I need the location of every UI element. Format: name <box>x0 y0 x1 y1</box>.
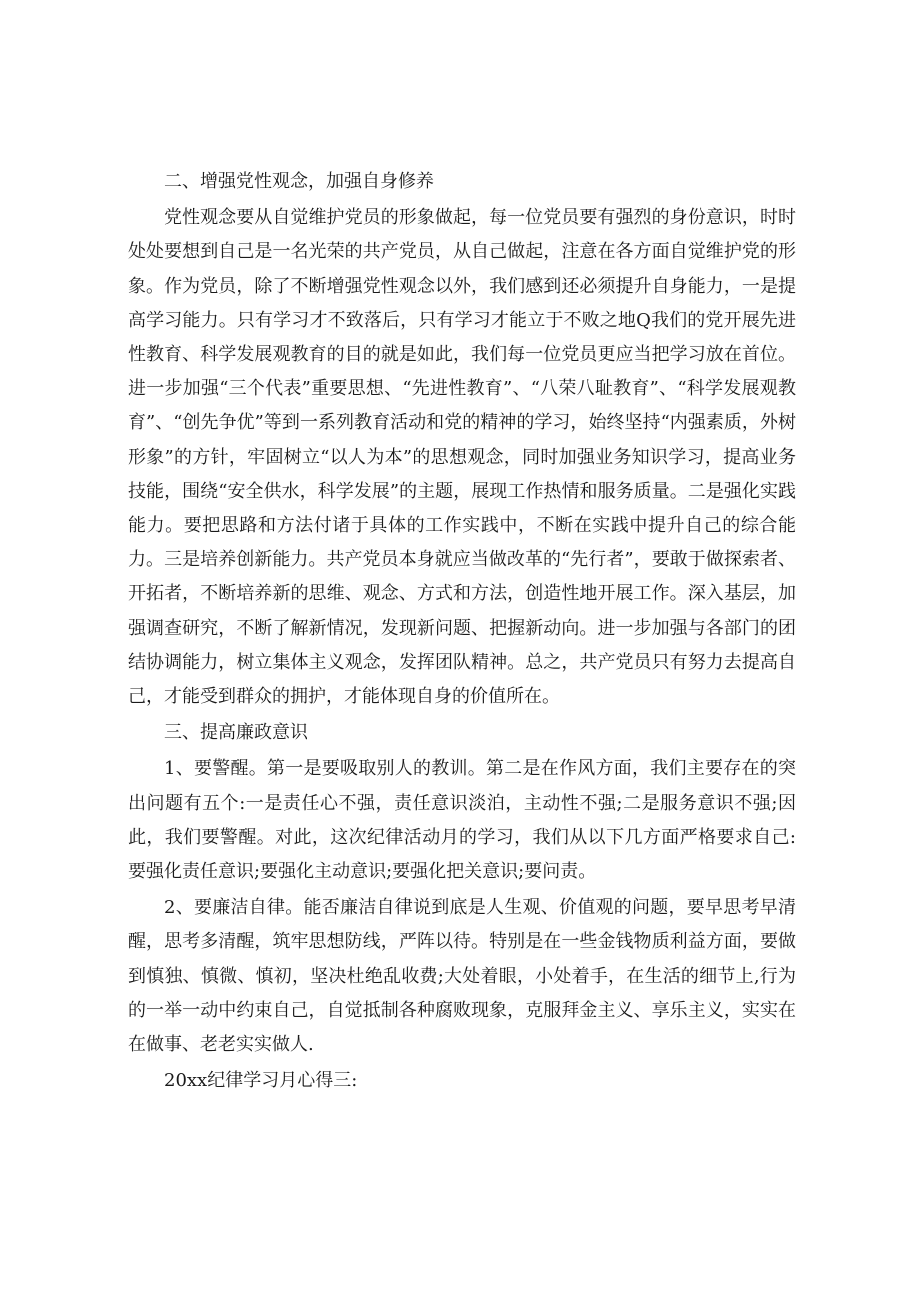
next-section-title: 20xx纪律学习月心得三: <box>164 1070 358 1092</box>
paragraph-party-awareness: 党性观念要从自觉维护党员的形象做起，每一位党员要有强烈的身份意识，时时处处要想到自己是一名光荣的共产党员，从自己做起，注意在各方面自觉维护党的形象。作为党员，除了不断增强党性观念以外，我们感到还必须提升自身能力，一是提高学习能力。只有学习才不致落后，只有学习才能立于不败之地Q我们的党开展先进性教育、科学发展观教育的目的就是如此，我们每一位党员更应当把学习放在首位。进一步加强“三个代表”重要思想、“先进性教育”、“八荣八耻教育”、“科学发展观教育”、“创先争优”等到一系列教育活动和党的精神的学习，始终坚持“内强素质，外树形象”的方针，牢固树立“以人为本”的思想观念，同时加强业务知识学习，提高业务技能，围绕“安全供水，科学发展”的主题，展现工作热情和服务质量。二是强化实践能力。要把思路和方法付诸于具体的工作实践中，不断在实践中提升自己的综合能力。三是培养创新能力。共产党员本身就应当做改革的“先行者”，要敢于做探索者、开拓者，不断培养新的思维、观念、方式和方法，创造性地开展工作。深入基层，加强调查研究，不断了解新情况，发现新问题、把握新动向。进一步加强与各部门的团结协调能力，树立集体主义观念，发挥团队精神。总之，共产党员只有努力去提高自己，才能受到群众的拥护，才能体现自身的价值所在。 <box>128 207 796 708</box>
document-body <box>128 165 796 1098</box>
section-heading-3: 三、提高廉政意识 <box>164 722 308 744</box>
section-heading-2: 二、增强党性观念，加强自身修养 <box>164 171 434 192</box>
paragraph-self-discipline: 2、要廉洁自律。能否廉洁自律说到底是人生观、价值观的问题，要早思考早清醒，思考多清醒，筑牢思想防线，严阵以待。特别是在一些金钱物质利益方面，要做到慎独、慎微、慎初，坚决杜绝乱收费;大处着眼，小处着手，在生活的细节上,行为的一举一动中约束自己，自觉抵制各种腐败现象，克服拜金主义、享乐主义，实实在在做事、老老实实做人. <box>128 897 796 1056</box>
paragraph-vigilance: 1、要警醒。第一是要吸取别人的教训。第二是在作风方面，我们主要存在的突出问题有五个:一是责任心不强，责任意识淡泊，主动性不强;二是服务意识不强;因此，我们要警醒。对此，这次纪律活动月的学习，我们从以下几方面严格要求自己:要强化责任意识;要强化主动意识;要强化把关意识;要问责。 <box>128 758 796 883</box>
